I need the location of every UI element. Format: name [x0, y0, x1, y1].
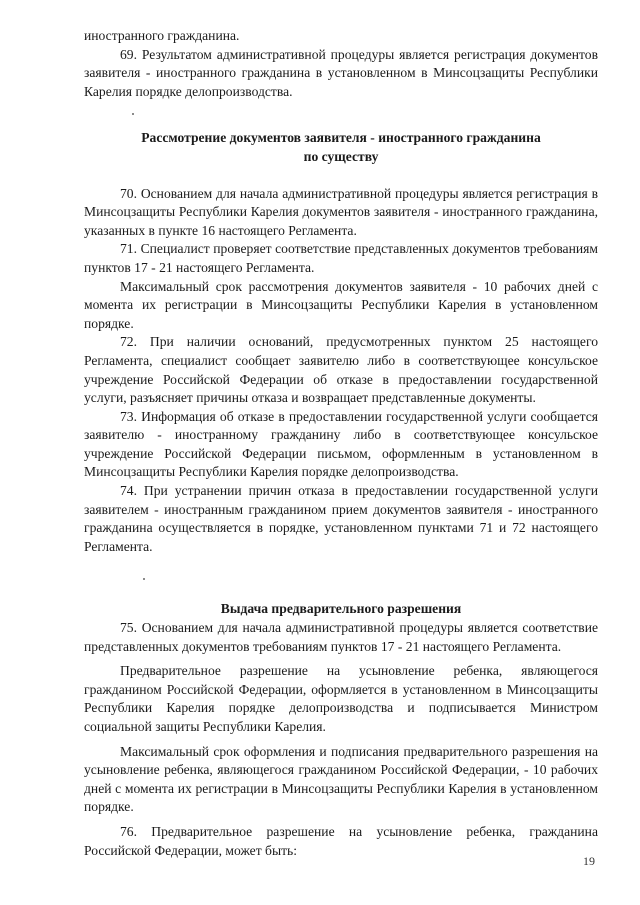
scan-speck	[132, 113, 134, 115]
paragraph-69: 69. Результатом административной процедуры является регистрация документов заявителя - иностранного гражданина в установленном в Минсоцзащиты Республики Карелия порядке делопроизводства.	[84, 46, 598, 99]
paragraph-71-deadline: Максимальный срок рассмотрения документов заявителя - 10 рабочих дней с момента их регистрации в Минсоцзащиты Республики Карелия в установленном порядке.	[84, 278, 598, 331]
section-heading-review: Рассмотрение документов заявителя - иностранного гражданина по существу	[141, 130, 541, 164]
paragraph-75-permit: Предварительное разрешение на усыновление ребенка, являющегося гражданином Российской Федерации, оформляется в установленном в Минсоцзащиты Республики Карелия порядке делопроизводства и подписывается Министром социальной защиты Республики Карелия.	[84, 663, 598, 734]
page-number: 19	[583, 854, 595, 868]
paragraph-75: 75. Основанием для начала административной процедуры является соответствие представленных документов требованиям пунктов 17 - 21 настоящего Регламента.	[84, 620, 598, 654]
paragraph-74: 74. При устранении причин отказа в предоставлении государственной услуги заявителем - иностранным гражданином прием документов заявителя - иностранного гражданина осуществляется в порядке, установленном пунктами 71 и 72 настоящего Регламента.	[84, 483, 598, 554]
paragraph-70: 70. Основанием для начала административной процедуры является регистрация в Минсоцзащиты Республики Карелия документов заявителя - иностранного гражданина, указанных в пункте 16 настоящего Регламента.	[84, 185, 598, 238]
paragraph-71: 71. Специалист проверяет соответствие представленных документов требованиям пунктов 17 - 21 настоящего Регламента.	[84, 241, 598, 275]
paragraph-75-deadline: Максимальный срок оформления и подписания предварительного разрешения на усыновление ребенка, являющегося гражданином Российской Федерации, - 10 рабочих дней с момента их регистрации в Минсоцзащиты Республики Карелия в установленном порядке.	[84, 743, 598, 815]
paragraph-76: 76. Предварительное разрешение на усыновление ребенка, гражданина Российской Федерации, может быть:	[84, 823, 598, 858]
document-body	[84, 27, 598, 860]
scan-speck	[143, 578, 145, 580]
intro-line: иностранного гражданина.	[84, 28, 240, 43]
paragraph-73: 73. Информация об отказе в предоставлении государственной услуги сообщается заявителю - иностранному гражданину либо в соответствующее консульское учреждение Российской Федерации письмом, оформленным в установленном в Минсоцзащиты Республики Карелия порядке делопроизводства.	[84, 408, 598, 480]
section-heading-permit: Выдача предварительного разрешения	[220, 601, 462, 617]
paragraph-72: 72. При наличии оснований, предусмотренных пунктом 25 настоящего Регламента, специалист сообщает заявителю либо в соответствующее консульское учреждение Российской Федерации об отказе в предоставлении государственной услуги, разъясняет причины отказа и возвращает представленные документы.	[84, 334, 598, 406]
